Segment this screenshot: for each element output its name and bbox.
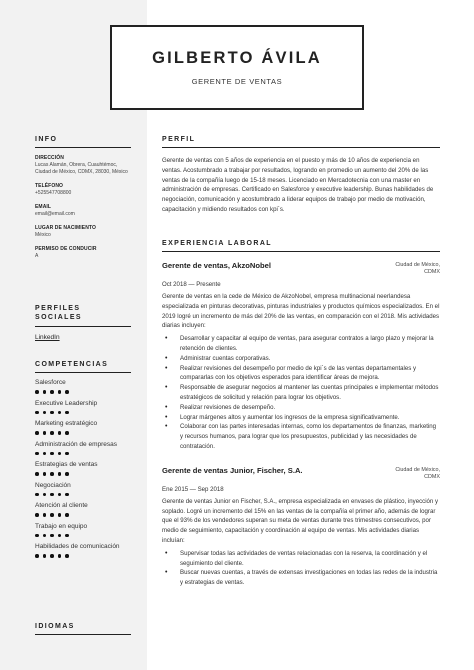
experience-section xyxy=(162,240,440,588)
skill-item xyxy=(35,420,131,435)
skill-level-dots xyxy=(35,513,131,517)
languages-divider xyxy=(35,634,131,635)
skills-divider xyxy=(35,372,131,373)
experience-title: EXPERIENCIA LABORAL xyxy=(162,240,272,247)
job-dates: Oct 2018 — Presente xyxy=(162,281,221,288)
skill-dot-icon xyxy=(65,411,69,415)
profile-title: PERFIL xyxy=(162,136,196,143)
skill-dot-icon xyxy=(35,513,39,517)
job-bullet: • Administrar cuentas corporativas. xyxy=(162,354,440,364)
skill-name: Negociación xyxy=(35,481,71,489)
email-value[interactable]: email@email.com xyxy=(35,211,75,217)
job-bullet: • Responsable de asegurar negocios al mantener las cuentas principales e implementar métodos estratégicos de solicitud y relación para lograr los objetivos. xyxy=(162,383,440,403)
skill-item xyxy=(35,441,131,456)
skill-name: Estrategias de ventas xyxy=(35,461,98,468)
skill-item xyxy=(35,461,131,476)
skill-level-dots xyxy=(35,493,131,497)
skill-level-dots xyxy=(35,452,131,456)
skill-dot-icon xyxy=(65,513,69,517)
skill-dot-icon xyxy=(50,390,54,394)
job-bullet: • Lograr márgenes altos y aumentar los ingresos de la empresa significativamente. xyxy=(162,413,440,423)
social-divider xyxy=(35,326,131,327)
skill-level-dots xyxy=(35,390,131,394)
skill-dot-icon xyxy=(58,431,62,435)
job-location: Ciudad de México, CDMX xyxy=(395,466,440,480)
skill-dot-icon xyxy=(65,554,69,558)
skill-name: Trabajo en equipo xyxy=(35,522,88,530)
social-section xyxy=(35,304,131,341)
skill-dot-icon xyxy=(65,452,69,456)
skill-dot-icon xyxy=(43,534,47,538)
job-bullet: • Buscar nuevas cuentas, a través de extensas investigaciones en todas las redes de la industria y estrategias de ventas. xyxy=(162,568,440,588)
phone-value[interactable]: +525547708800 xyxy=(35,190,72,196)
license-label: PERMISO DE CONDUCIR xyxy=(35,246,97,252)
skill-dot-icon xyxy=(58,534,62,538)
address-label: DIRECCIÓN xyxy=(35,155,64,161)
skill-dot-icon xyxy=(65,493,69,497)
info-section xyxy=(35,136,131,260)
skills-title: COMPETENCIAS xyxy=(35,361,109,368)
skill-name: Atención al cliente xyxy=(35,502,88,509)
skill-dot-icon xyxy=(43,472,47,476)
skill-dot-icon xyxy=(50,452,54,456)
skill-dot-icon xyxy=(43,411,47,415)
skill-dot-icon xyxy=(35,534,39,538)
job-bullet: • Supervisar todas las actividades de ventas relacionadas con la reserva, la coordinación y el seguimiento del cliente. xyxy=(162,549,440,569)
skill-dot-icon xyxy=(35,431,39,435)
skill-dot-icon xyxy=(43,554,47,558)
job-location: Ciudad de México, CDMX xyxy=(395,262,440,275)
job-description: Gerente de ventas Junior en Fischer, S.A., empresa especializada en envases de plástico, inyección y soplado. Logré un incremento del 15% en las ventas de la compañía el primer año, además de lograr que el 93% de los vendedores superan su meta de ventas durante tres trimestres consecutivos, por medio de seguimiento, capacitación y coordinación al equipo de ventas. Mis actividades diarias incluían: xyxy=(162,497,439,544)
skill-item xyxy=(35,400,131,415)
skill-dot-icon xyxy=(50,493,54,497)
skill-dot-icon xyxy=(58,472,62,476)
job-bullet: • Colaborar con las partes interesadas internas, como los departamentos de finanzas, marketing y recursos humanos, para lograr que los presupuestos, publicidad y las necesidades de contratación. xyxy=(162,422,440,451)
skill-item xyxy=(35,502,131,517)
skill-level-dots xyxy=(35,411,131,415)
skill-level-dots xyxy=(35,554,131,558)
profile-text: Gerente de ventas con 5 años de experiencia en el puesto y más de 10 años de experiencia en ventas. Acostumbrado a trabajar por resultados, logrando en promedio un aumento del 20% de las ventas de la compañía luego de 15-18 meses. Licenciado en Mercadotecnia con una master en administración de empresas. Certificado en Salesforce y executive leadership. Bunas habilidades de negociación, comunicación y acostumbrado a liderar equipos de trabajo por medio de motivación, capacitación y midiendo resultados con kpi´s. xyxy=(162,157,434,213)
skill-dot-icon xyxy=(35,452,39,456)
job-title: Gerente de ventas, AkzoNobel xyxy=(162,261,272,270)
skill-dot-icon xyxy=(58,513,62,517)
skill-dot-icon xyxy=(43,513,47,517)
job-title: Gerente de ventas Junior, Fischer, S.A. xyxy=(162,465,303,475)
job-role: GERENTE DE VENTAS xyxy=(191,77,283,86)
job-dates: Ene 2015 — Sep 2018 xyxy=(162,485,224,493)
skill-name: Habilidades de comunicación xyxy=(35,543,120,550)
skill-level-dots xyxy=(35,431,131,435)
skill-dot-icon xyxy=(58,390,62,394)
skill-dot-icon xyxy=(65,431,69,435)
skill-dot-icon xyxy=(35,472,39,476)
phone-label: TELÉFONO xyxy=(35,183,64,189)
full-name: GILBERTO ÁVILA xyxy=(152,49,322,67)
skill-name: Marketing estratégico xyxy=(35,420,98,427)
languages-title: IDIOMAS xyxy=(35,623,75,630)
job-bullets xyxy=(162,549,440,588)
email-label: EMAIL xyxy=(35,204,52,210)
skill-dot-icon xyxy=(50,411,54,415)
skill-dot-icon xyxy=(50,431,54,435)
skill-dot-icon xyxy=(65,472,69,476)
skill-name: Salesforce xyxy=(35,379,66,386)
job-entry xyxy=(162,261,440,452)
name-header-box xyxy=(110,25,364,110)
skill-dot-icon xyxy=(35,493,39,497)
skill-dot-icon xyxy=(35,411,39,415)
skills-section xyxy=(35,361,131,558)
job-entry xyxy=(162,466,440,588)
skill-dot-icon xyxy=(35,390,39,394)
skill-dot-icon xyxy=(50,472,54,476)
skill-dot-icon xyxy=(43,493,47,497)
license-value: A xyxy=(35,253,39,259)
info-title: INFO xyxy=(35,136,58,143)
skill-dot-icon xyxy=(58,554,62,558)
birthplace-value: México xyxy=(35,232,51,238)
skill-level-dots xyxy=(35,472,131,476)
linkedin-link[interactable]: LinkedIn xyxy=(35,334,60,341)
skill-level-dots xyxy=(35,534,131,538)
address-value: Lucas Alamán, Obrera, Cuauhtémoc, Ciudad de México, CDMX, 28030, México xyxy=(35,162,128,175)
skill-dot-icon xyxy=(43,390,47,394)
skill-dot-icon xyxy=(50,513,54,517)
skill-item xyxy=(35,379,131,394)
birthplace-label: LUGAR DE NACIMIENTO xyxy=(35,225,96,231)
profile-divider xyxy=(162,147,440,148)
skill-name: Executive Leadership xyxy=(35,399,98,407)
skill-dot-icon xyxy=(65,390,69,394)
skill-dot-icon xyxy=(43,452,47,456)
job-bullet: • Desarrollar y capacitar al equipo de ventas, para asegurar contratos a largo plazo y mejorar la retención de clientes. xyxy=(162,334,440,354)
skill-item xyxy=(35,543,131,558)
skill-dot-icon xyxy=(65,534,69,538)
skill-dot-icon xyxy=(35,554,39,558)
experience-divider xyxy=(162,251,440,252)
skill-dot-icon xyxy=(50,554,54,558)
skill-dot-icon xyxy=(43,431,47,435)
social-title: PERFILES SOCIALES xyxy=(35,305,82,321)
skills-list xyxy=(35,379,131,558)
info-divider xyxy=(35,147,131,148)
job-description: Gerente de ventas en la cede de México de AkzoNobel, empresa multinacional neerlandesa especializada en pinturas decorativas, pinturas industriales y productos químicos especializados. En el 2019 logré un incremento de más del 20% de las ventas, en comparación con el 2018. Mis actividades diarias incluyen: xyxy=(162,293,440,330)
languages-section xyxy=(35,623,131,635)
skill-dot-icon xyxy=(58,452,62,456)
skill-name: Administración de empresas xyxy=(35,440,118,448)
job-bullet: • Realizar revisiones del desempeño por medio de kpi´s de las ventas departamentales y compararlas con los objetivos esperados para identificar áreas de mejora. xyxy=(162,364,440,384)
skill-dot-icon xyxy=(50,534,54,538)
skill-item xyxy=(35,523,131,538)
skill-dot-icon xyxy=(58,493,62,497)
skill-item xyxy=(35,482,131,497)
job-bullet: • Realizar revisiones de desempeño. xyxy=(162,403,440,413)
job-bullets xyxy=(162,334,440,452)
profile-section xyxy=(162,136,440,215)
skill-dot-icon xyxy=(58,411,62,415)
